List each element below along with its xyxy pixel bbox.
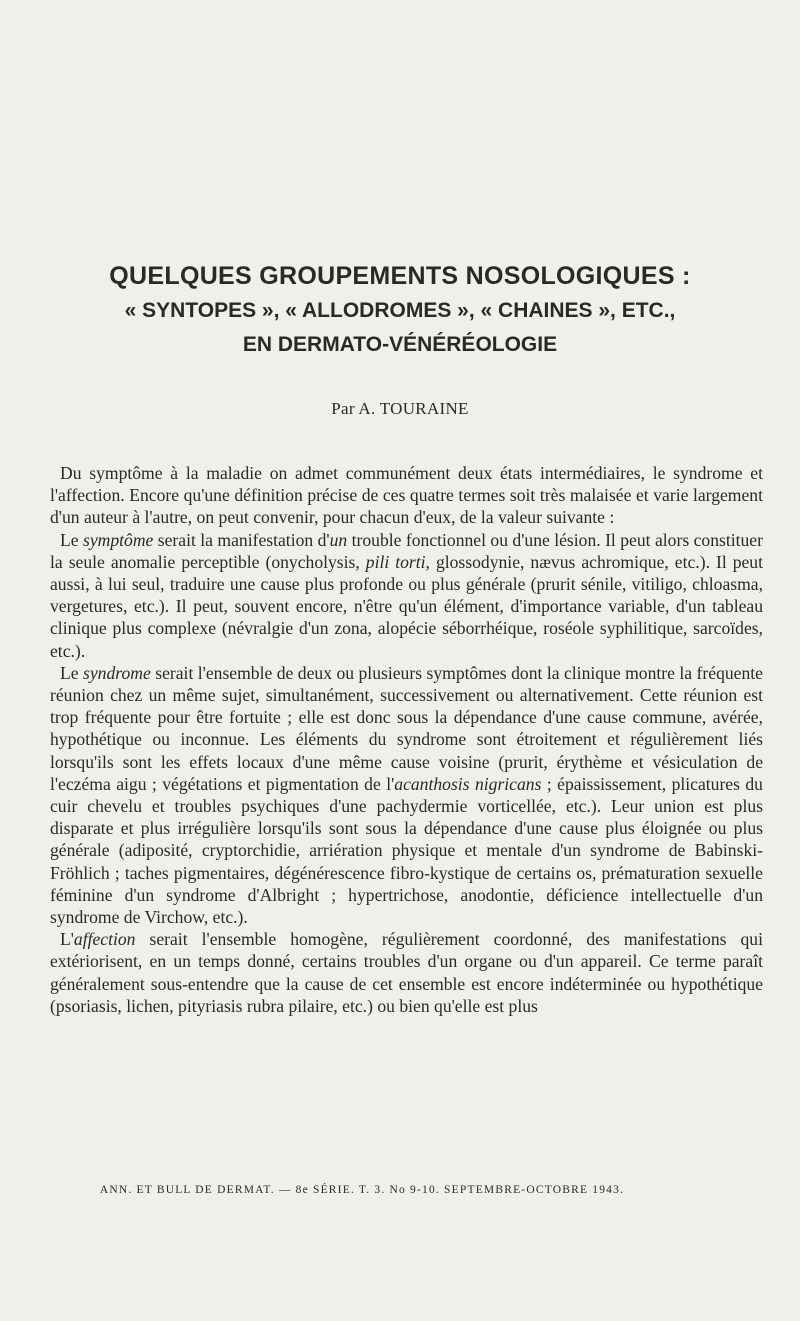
text-segment: , glossodynie, nævus achromique, etc.). Il peut aussi, à lui seul, traduire une cause plus profonde ou plus générale (prurit sénile, vitiligo, chloasma, vergetures, etc.). Il peut, souvent encore, n'être qu'un élément, d'importance variable, d'un tableau clinique plus complexe (névralgie d'un zona, alopécie séborrhéique, roséole syphilitique, sarcoïdes, etc.). bbox=[50, 551, 763, 661]
article-title bbox=[0, 258, 800, 362]
italic-term: pili torti bbox=[365, 551, 426, 572]
italic-term: syndrome bbox=[83, 662, 151, 683]
author-byline: Par A. TOURAINE bbox=[331, 399, 469, 418]
text-segment: Du symptôme à la maladie on admet communément deux états intermédiaires, le syndrome et l'affection. Encore qu'une définition précise de ces quatre termes soit très malaisée et varie largement d'un auteur à l'autre, on peut convenir, pour chacun d'eux, de la valeur suivante : bbox=[50, 463, 763, 528]
italic-term: affection bbox=[73, 929, 136, 950]
body-paragraph bbox=[50, 928, 763, 1017]
article-body bbox=[50, 462, 763, 1017]
italic-term: symptôme bbox=[82, 529, 154, 550]
text-segment: ; épaississement, plicatures du cuir chevelu et troubles psychiques d'une pachydermie vorticellée, etc.). Leur union est plus disparate et plus irrégulière lorsqu'ils sont sous la dépendance d'une cause plus éloignée ou plus générale (adiposité, cryptorchidie, arriération physique et mentale d'un syndrome de Babinski-Fröhlich ; taches pigmentaires, dégénérescence fibro-kystique de certains os, prématuration sexuelle féminine d'un syndrome d'Albright ; hypertrichose, anodontie, déficience intellectuelle d'un syndrome de Virchow, etc.). bbox=[50, 773, 763, 928]
title-line-1: QUELQUES GROUPEMENTS NOSOLOGIQUES : bbox=[109, 262, 691, 290]
text-segment: serait l'ensemble de deux ou plusieurs symptômes dont la clinique montre la fréquente réunion chez un même sujet, simultanément, successivement ou alternativement. Cette réunion est trop fréquente pour être fortuite ; elle est donc sous la dépendance d'une cause commune, avérée, hypothétique ou inconnue. Les éléments du syndrome sont étroitement et régulièrement liés lorsqu'ils sont les effets locaux d'une même cause voisine (prurit, érythème et vésiculation de l'eczéma aigu ; végétations et pigmentation de l' bbox=[50, 662, 763, 794]
body-paragraph bbox=[50, 662, 763, 928]
body-paragraph bbox=[50, 529, 763, 662]
italic-term: acanthosis nigricans bbox=[394, 773, 542, 794]
title-line-2: « SYNTOPES », « ALLODROMES », « CHAINES », ETC., bbox=[124, 299, 676, 322]
text-segment: Le bbox=[60, 529, 83, 550]
journal-footer: ANN. ET BULL DE DERMAT. — 8e SÉRIE. T. 3. No 9-10. SEPTEMBRE-OCTOBRE 1943. bbox=[99, 1184, 625, 1196]
text-segment: serait l'ensemble homogène, régulièrement coordonné, des manifestations qui extériorisent, en un temps donné, certains troubles d'un organe ou d'un appareil. Ce terme paraît généralement sous-entendre que la cause de cet ensemble est encore indéterminée ou hypothétique (psoriasis, lichen, pityriasis rubra pilaire, etc.) ou bien qu'elle est plus bbox=[50, 929, 763, 1016]
text-segment: L' bbox=[60, 929, 74, 950]
text-segment: trouble fonctionnel ou d'une lésion. Il peut alors constituer la seule anomalie perceptible (onycholysis, bbox=[50, 529, 763, 572]
text-segment: Le bbox=[60, 662, 84, 683]
italic-term: un bbox=[329, 529, 348, 550]
body-paragraph bbox=[50, 462, 763, 529]
title-line-3: EN DERMATO-VÉNÉRÉOLOGIE bbox=[242, 333, 558, 356]
text-segment: serait la manifestation d' bbox=[153, 529, 330, 550]
